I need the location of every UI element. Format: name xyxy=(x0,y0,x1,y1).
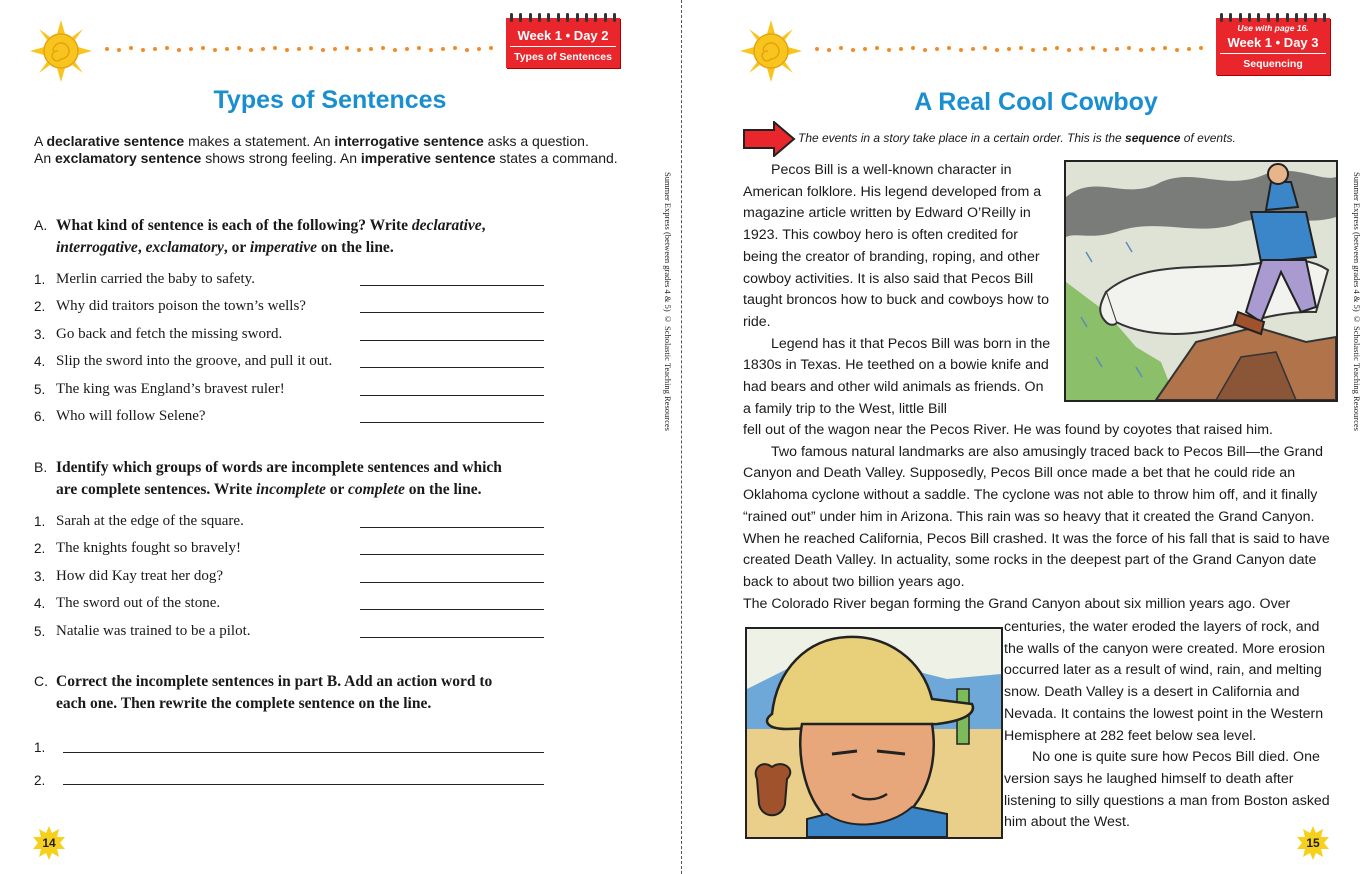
answer-line[interactable] xyxy=(360,609,544,610)
sun-icon xyxy=(30,20,92,82)
answer-line[interactable] xyxy=(360,582,544,583)
badge-subtitle: Sequencing xyxy=(1243,58,1303,70)
list-item: 4. The sword out of the stone. xyxy=(34,595,554,615)
list-item: 4. Slip the sword into the groove, and pull it out. xyxy=(34,353,554,373)
writing-line-number: 2. xyxy=(34,773,46,788)
writing-line[interactable] xyxy=(63,752,544,753)
page-title: Types of Sentences xyxy=(213,86,447,114)
writing-line-number: 1. xyxy=(34,740,46,755)
week-day-badge xyxy=(506,18,620,68)
section-c-instructions: C. Correct the incomplete sentences in part B. Add an action word to each one. Then rewrite the complete sentence on the line. xyxy=(34,673,493,712)
dotted-border xyxy=(104,44,494,54)
badge-header: Week 1 • Day 3 xyxy=(1227,35,1319,50)
list-item: 6. Who will follow Selene? xyxy=(34,408,554,428)
page-number: 14 xyxy=(42,836,56,850)
list-item: 2. The knights fought so bravely! xyxy=(34,540,554,560)
answer-line[interactable] xyxy=(360,422,544,423)
sun-icon xyxy=(740,20,802,82)
story-paragraph-2b: fell out of the wagon near the Pecos River. He was found by coyotes that raised him. Two famous natural landmarks are also amusingly traced back to Pecos Bill—the Grand Canyon and Death Valley. Supposedly, Pecos Bill once made a bet that he could ride an Oklahoma cyclone without a saddle. The cyclone was not able to throw him off, and it finally “rained out” under him in Arizona. This rain was so heavy that it created the Grand Canyon. When he reached California, Pecos Bill crashed. It was the force of his fall that is said to have created Death Valley. In actuality, some rocks in the deepest part of the Grand Canyon date back to about two billion years ago. The Colorado River began forming the Grand Canyon about six million years ago. Over xyxy=(743,420,1333,615)
answer-line[interactable] xyxy=(360,554,544,555)
list-item: 3. How did Kay treat her dog? xyxy=(34,568,554,588)
list-item: 2. Why did traitors poison the town’s wells? xyxy=(34,298,554,318)
list-item: 1. Sarah at the edge of the square. xyxy=(34,513,554,533)
week-day-badge xyxy=(1216,18,1330,75)
section-a-instructions: A. What kind of sentence is each of the following? Write declarative, interrogative, exclamatory, or imperative on the line. xyxy=(34,217,486,256)
answer-line[interactable] xyxy=(360,395,544,396)
writing-line[interactable] xyxy=(63,784,544,785)
story-paragraph-3b: The Colorado River began forming the Grand Canyon about six million years ago. Over xyxy=(743,595,1291,612)
page-title: A Real Cool Cowboy xyxy=(914,88,1158,116)
pecos-bill-cyclone-illustration xyxy=(1064,160,1338,402)
left-page xyxy=(0,0,680,874)
badge-header: Week 1 • Day 2 xyxy=(517,28,609,43)
answer-line[interactable] xyxy=(360,340,544,341)
cowboy-portrait-illustration xyxy=(745,627,1003,839)
story-paragraph-3: Two famous natural landmarks are also amusingly traced back to Pecos Bill—the Grand Canyon and Death Valley. Supposedly, Pecos Bill once made a bet that he could ride an Oklahoma cyclone without a saddle. The cyclone was not able to throw him off, and it finally “rained out” under him in Arizona. This rain was so heavy that it created the Grand Canyon. When he reached California, Pecos Bill crashed. It was the force of his fall that is said to have created Death Valley. In actuality, some rocks in the deepest part of the Grand Canyon date back to about two billion years ago. xyxy=(743,443,1330,590)
copyright-side-text: Summer Express (between grades 4 & 5) © Scholastic Teaching Resources xyxy=(663,172,673,431)
answer-line[interactable] xyxy=(360,285,544,286)
page-number-badge xyxy=(1296,826,1330,860)
story-paragraph-2a: Legend has it that Pecos Bill was born in the 1830s in Texas. He teethed on a bowie knife and had bears and other wild animals as friends. On a family trip to the West, little Bill xyxy=(743,335,1051,417)
list-item: 5. Natalie was trained to be a pilot. xyxy=(34,623,554,643)
list-item: 1. Merlin carried the baby to safety. xyxy=(34,271,554,291)
page-number: 15 xyxy=(1306,836,1320,850)
intro-paragraph: A declarative sentence makes a statement. An interrogative sentence asks a question. An exclamatory sentence shows strong feeling. An imperative sentence states a command. xyxy=(34,133,618,166)
answer-line[interactable] xyxy=(360,312,544,313)
story-paragraph-3c: centuries, the water eroded the layers of rock, and the walls of the canyon were created. More erosion occurred later as a result of wind, rain, and melting snow. Death Valley is a desert in California and Nevada. It contains the lowest point in the Western Hemisphere at 282 feet below sea level. No one is quite sure how Pecos Bill died. One version says he laughed himself to death after listening to silly questions a man from Boston asked him about the West. xyxy=(1004,617,1334,834)
story-paragraph-4: No one is quite sure how Pecos Bill died. One version says he laughed himself to death after listening to silly questions a man from Boston asked him about the West. xyxy=(1004,749,1330,831)
answer-line[interactable] xyxy=(360,527,544,528)
copyright-side-text: Summer Express (between grades 4 & 5) © Scholastic Teaching Resources xyxy=(1352,172,1362,431)
list-item: 3. Go back and fetch the missing sword. xyxy=(34,326,554,346)
sequence-note: The events in a story take place in a certain order. This is the sequence of events. xyxy=(798,131,1236,145)
page-number-badge xyxy=(32,826,66,860)
section-b-instructions: B. Identify which groups of words are incomplete sentences and which are complete sentences. Write incomplete or complete on the line. xyxy=(34,459,502,498)
use-with-note: Use with page 16. xyxy=(1237,23,1309,33)
red-arrow-icon xyxy=(742,121,796,157)
answer-line[interactable] xyxy=(360,367,544,368)
page-gutter xyxy=(681,0,682,874)
dotted-border xyxy=(814,44,1204,54)
story-paragraph-1: Pecos Bill is a well-known character in American folklore. His legend developed from a magazine article written by Edward O’Reilly in 1923. This cowboy hero is often credited for being the creator of branding, roping, and other cowboy activities. It is also said that Pecos Bill taught broncos how to buck and cowboys how to ride. Legend has it that Pecos Bill was born in the 1830s in Texas. He teethed on a bowie knife and had bears and other wild animals as friends. On a family trip to the West, little Bill xyxy=(743,160,1053,420)
list-item: 5. The king was England’s bravest ruler! xyxy=(34,381,554,401)
answer-line[interactable] xyxy=(360,637,544,638)
badge-subtitle: Types of Sentences xyxy=(514,51,612,63)
